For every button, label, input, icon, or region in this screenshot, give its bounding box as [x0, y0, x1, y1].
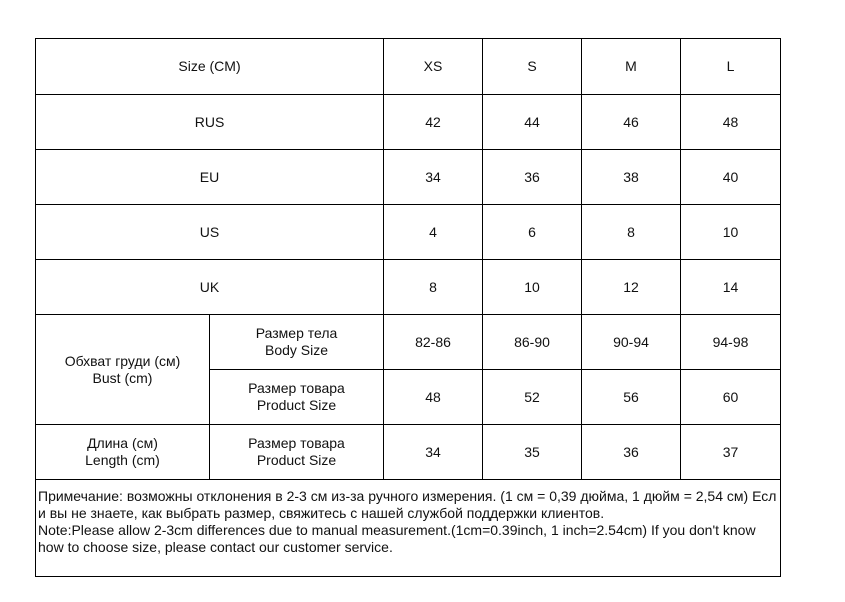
note-ru-line-2: и вы не знаете, как выбрать размер, свяжитесь с нашей службой поддержки клиентов.: [38, 505, 605, 521]
row-label: EU: [36, 150, 384, 205]
table-cell: 42: [384, 95, 483, 150]
table-cell: 10: [681, 205, 781, 260]
table-row-us: [36, 205, 781, 260]
table-cell: 10: [483, 260, 582, 315]
table-row-eu: [36, 150, 781, 205]
table-cell: 46: [582, 95, 681, 150]
table-cell: 48: [681, 95, 781, 150]
table-cell: 40: [681, 150, 781, 205]
table-cell: 38: [582, 150, 681, 205]
table-cell: 56: [582, 370, 681, 425]
table-cell: 60: [681, 370, 781, 425]
bust-label: [36, 315, 210, 425]
body-size-label-ru: Размер тела: [255, 325, 338, 341]
table-cell: 35: [483, 425, 582, 480]
size-s-header: S: [483, 39, 582, 95]
header-row: [36, 39, 781, 95]
size-m-header: M: [582, 39, 681, 95]
body-size-label: [210, 315, 384, 370]
length-product-label-ru: Размер товара: [248, 435, 345, 451]
note-en-line-1: Note:Please allow 2-3cm differences due to manual measurement.(1cm=0.39inch, 1 inch=2.54cm) If you don't know: [38, 522, 756, 538]
table-row-rus: [36, 95, 781, 150]
bust-label-en: Bust (cm): [92, 369, 153, 386]
table-cell: 37: [681, 425, 781, 480]
size-l-header: L: [681, 39, 781, 95]
table-cell: 34: [384, 150, 483, 205]
length-product-label-en: Product Size: [256, 452, 337, 468]
table-row-uk: [36, 260, 781, 315]
length-label: [36, 425, 210, 480]
table-cell: 94-98: [681, 315, 781, 370]
table-cell: 44: [483, 95, 582, 150]
table-cell: 48: [384, 370, 483, 425]
table-row-length: [36, 425, 781, 480]
table-cell: 52: [483, 370, 582, 425]
note-row: [36, 480, 781, 577]
header-label: Size (CM): [36, 39, 384, 95]
table-cell: 6: [483, 205, 582, 260]
table-cell: 36: [483, 150, 582, 205]
length-product-size-label: [210, 425, 384, 480]
product-size-label-en: Product Size: [256, 397, 337, 413]
product-size-label-ru: Размер товара: [248, 380, 345, 396]
table-cell: 90-94: [582, 315, 681, 370]
table-cell: 8: [582, 205, 681, 260]
size-xs-header: XS: [384, 39, 483, 95]
product-size-label: [210, 370, 384, 425]
row-label: US: [36, 205, 384, 260]
length-label-ru: Длина (см): [87, 435, 158, 451]
size-chart-table: [35, 38, 781, 577]
row-label: UK: [36, 260, 384, 315]
table-cell: 82-86: [384, 315, 483, 370]
body-size-label-en: Body Size: [264, 342, 329, 358]
note-en-line-2: how to choose size, please contact our customer service.: [38, 539, 393, 555]
table-row-bust-body: [36, 315, 781, 370]
length-label-en: Length (cm): [85, 452, 160, 468]
table-cell: 34: [384, 425, 483, 480]
bust-label-ru: Обхват груди (см): [64, 352, 181, 369]
table-cell: 12: [582, 260, 681, 315]
row-label: RUS: [36, 95, 384, 150]
table-cell: 8: [384, 260, 483, 315]
measurement-note: [36, 480, 781, 577]
table-cell: 36: [582, 425, 681, 480]
note-ru-line-1: Примечание: возможны отклонения в 2-3 см из-за ручного измерения. (1 см = 0,39 дюйма, 1 дюйм = 2,54 см) Есл: [38, 488, 777, 504]
table-cell: 14: [681, 260, 781, 315]
table-cell: 86-90: [483, 315, 582, 370]
table-cell: 4: [384, 205, 483, 260]
